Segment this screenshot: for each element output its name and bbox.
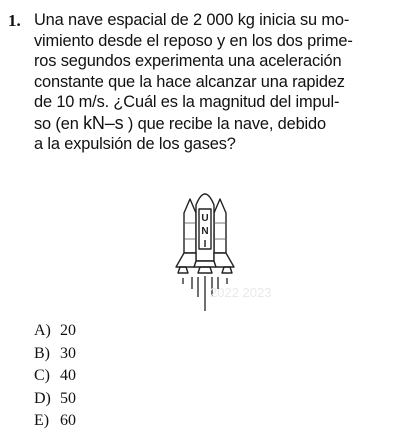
question-line: Una nave espacial de 2 000 kg inicia su mo- — [34, 11, 350, 29]
question-number: 1. — [8, 11, 21, 30]
option-letter: B) — [34, 344, 50, 362]
option-d[interactable] — [34, 388, 76, 411]
unit-text: kN–s — [83, 112, 124, 133]
option-letter: A) — [34, 322, 51, 339]
shuttle-label-letter: U — [201, 213, 209, 224]
question-block — [8, 10, 398, 155]
option-letter: D) — [34, 389, 51, 407]
question-line: a la expulsión de los gases? — [34, 135, 236, 153]
question-line: constante que la hace alcanzar una rapidez — [34, 72, 345, 91]
option-e[interactable] — [34, 410, 76, 433]
option-c[interactable] — [34, 365, 76, 388]
question-line: ros segundos experimenta una aceleración — [34, 52, 342, 70]
option-value: 50 — [60, 389, 76, 407]
question-line: vimiento desde el reposo y en los dos prime- — [34, 31, 353, 50]
option-letter: E) — [34, 412, 50, 429]
option-value: 20 — [60, 322, 76, 339]
watermark-text: 2022 2023 — [210, 285, 272, 300]
shuttle-label-letter: I — [203, 239, 207, 250]
option-letter: C) — [34, 367, 50, 384]
question-text — [34, 10, 398, 155]
question-line-part: ) que recibe la nave, debido — [127, 114, 326, 133]
question-line-part: so (en — [34, 114, 84, 133]
option-b[interactable] — [34, 343, 76, 366]
question-line — [34, 113, 398, 135]
shuttle-label-letter: N — [201, 226, 209, 237]
answer-options — [34, 320, 76, 433]
option-value: 30 — [60, 344, 76, 362]
option-a[interactable] — [34, 320, 76, 343]
option-value: 40 — [60, 367, 76, 384]
option-value: 60 — [60, 412, 76, 429]
question-line: de 10 m/s. ¿Cuál es la magnitud del impul- — [34, 93, 340, 111]
